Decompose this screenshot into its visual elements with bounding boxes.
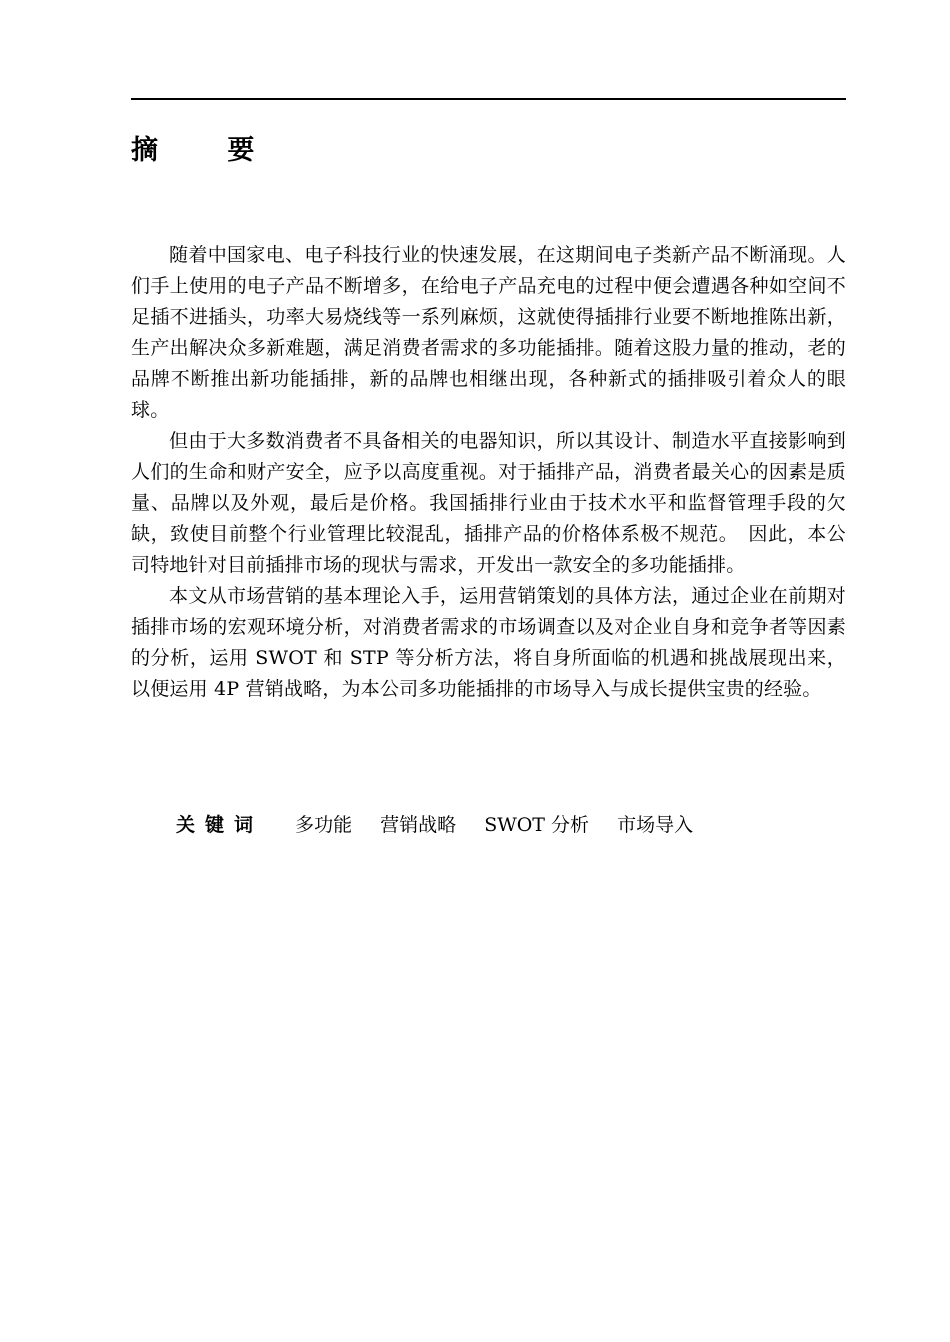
abstract-paragraph: 随着中国家电、电子科技行业的快速发展，在这期间电子类新产品不断涌现。人们手上使用的电子产品不断增多，在给电子产品充电的过程中便会遭遇各种如空间不足插不进插头，功率大易烧线等一系列麻烦，这就使得插排行业要不断地推陈出新，生产出解决众多新难题，满足消费者需求的多功能插排。随着这股力量的推动，老的品牌不断推出新功能插排，新的品牌也相继出现，各种新式的插排吸引着众人的眼球。: [131, 244, 846, 421]
abstract-paragraph: 但由于大多数消费者不具备相关的电器知识，所以其设计、制造水平直接影响到人们的生命和财产安全，应予以高度重视。对于插排产品，消费者最关心的因素是质量、品牌以及外观，最后是价格。我国插排行业由于技术水平和监督管理手段的欠缺，致使目前整个行业管理比较混乱，插排产品的价格体系极不规范。 因此，本公司特地针对目前插排市场的现状与需求，开发出一款安全的多功能插排。: [131, 430, 846, 576]
keyword: 市场导入: [617, 814, 694, 836]
abstract-body: [131, 240, 846, 705]
keywords-line: [176, 811, 715, 839]
keywords-label: 关键词: [176, 814, 264, 836]
abstract-heading: 摘 要: [131, 135, 285, 166]
keyword: SWOT 分析: [484, 814, 590, 836]
keyword: 多功能: [295, 814, 353, 836]
header-rule: [131, 98, 846, 100]
keyword: 营销战略: [380, 814, 457, 836]
abstract-paragraph: 本文从市场营销的基本理论入手，运用营销策划的具体方法，通过企业在前期对插排市场的宏观环境分析，对消费者需求的市场调查以及对企业自身和竞争者等因素的分析，运用 SWOT 和 STP 等分析方法，将自身所面临的机遇和挑战展现出来，以便运用 4P 营销战略，为本公司多功能插排的市场导入与成长提供宝贵的经验。: [131, 585, 846, 700]
